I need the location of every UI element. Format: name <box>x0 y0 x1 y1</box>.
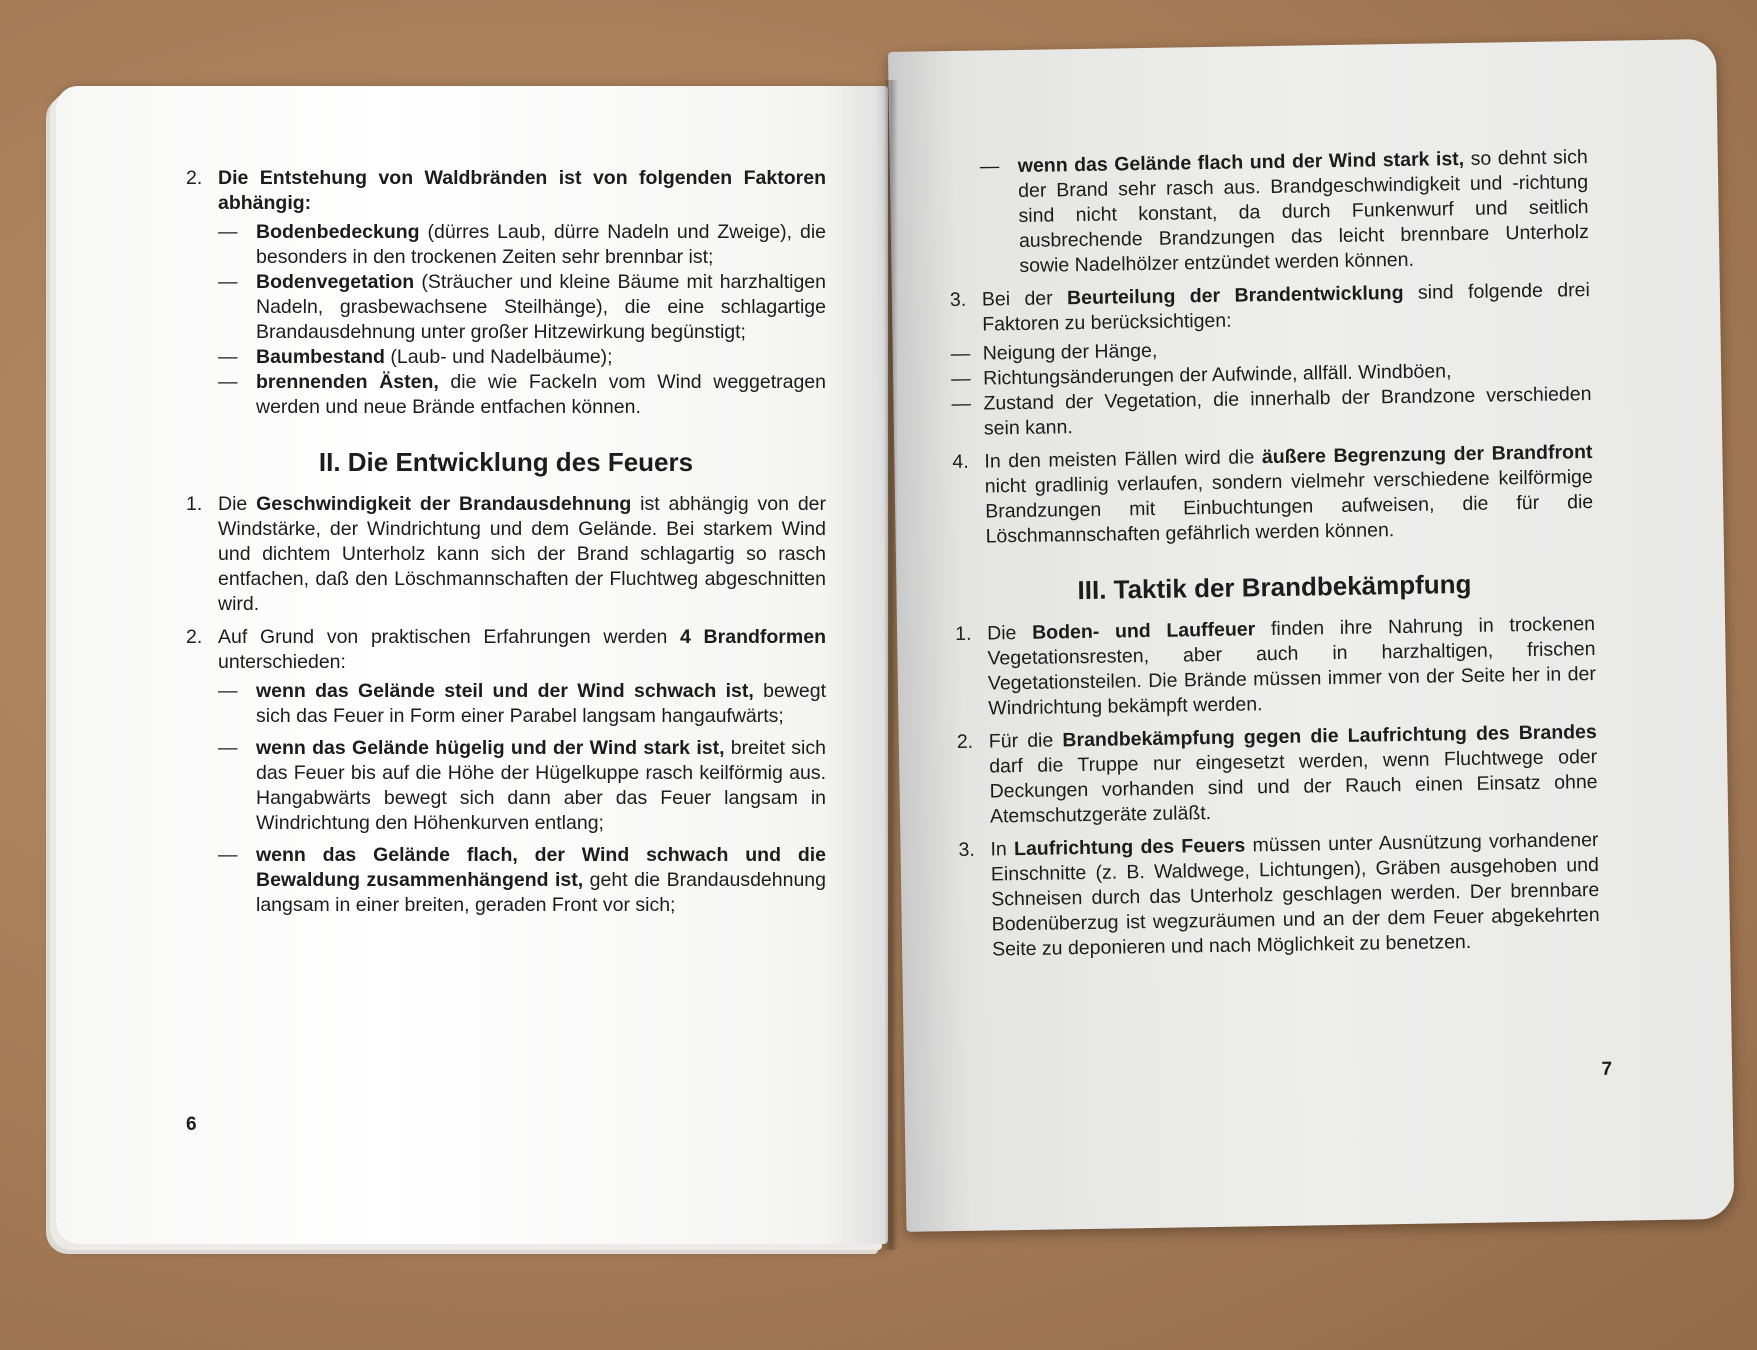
dash-item: — wenn das Gelände steil und der Wind schwach ist, bewegt sich das Feuer in Form einer Parabel langsam hangaufwärts; <box>218 680 826 727</box>
item-number: 4. <box>952 450 969 474</box>
dash-list <box>951 332 1592 442</box>
book-gutter <box>884 80 898 1250</box>
item-number: 3. <box>958 838 975 861</box>
page-number: 7 <box>1601 1058 1613 1080</box>
list-item: 3. Bei der Beurteilung der Brandentwicklung sind folgende drei Faktoren zu berücksichtigen: — Neigung der Hänge, — Richtungsänderungen der Aufwinde, allfäll. Windböen, — Zustand der Vegetation, die innerhalb der Brandzone verschieden sein kann. <box>950 278 1592 442</box>
dash-item: — Bodenvegetation (Sträucher und kleine Bäume mit harzhaltigen Nadeln, grasbewachsene Steilhänge), die eine schlagartige Brandausdehnung unter großer Hitzewirkung begünstigt; <box>218 271 826 343</box>
item-number: 1. <box>954 622 972 646</box>
left-page <box>56 86 888 1244</box>
item-number: 2. <box>956 730 974 754</box>
dash-item: — Bodenbedeckung (dürres Laub, dürre Nadeln und Zweige), die besonders in den trockenen Zeiten sehr brennbar ist; <box>218 221 826 268</box>
dash-item: — wenn das Gelände flach, der Wind schwach und die Bewaldung zusammenhängend ist, geht die Brandausdehnung langsam in einer breiten, geraden Front vor sich; <box>218 844 827 916</box>
item-number: 1. <box>186 493 203 515</box>
item-number: 2. <box>186 626 203 648</box>
dash-item: — Neigung der Hänge, <box>950 339 1158 366</box>
list-item: 2. Auf Grund von praktischen Erfahrungen werden 4 Brandformen unterschieden: — wenn das Gelände steil und der Wind schwach ist, bewegt sich das Feuer in Form einer Parabel langsam hangaufwärts; — wenn das Gelände hügelig und der Wind stark ist, breitet sich das Feuer bis auf die Höhe der Hügelkuppe rasch keilförmig aus. Hangabwärts bewegt sich dann aber das Feuer langsam in Windrichtung den Höhenkurven entlang; — wenn das Gelände flach, der Wind schwach und die Bewaldung zusammenhängend ist, geht die Brandausdehnung langsam in einer breiten, geraden Front vor sich; <box>186 625 826 925</box>
dash-item: — brennenden Ästen, die wie Fackeln vom Wind weggetragen werden und neue Brände entfachen können. <box>218 371 826 418</box>
item-number: 3. <box>949 288 967 312</box>
list-item: 4. In den meisten Fällen wird die äußere Begrenzung der Brandfront nicht gradlinig verlaufen, sondern vielmehr verschiedene keilförmige Brandzungen mit Einbuchtungen aufweisen, die für die Löschmannschaften gefährlich werden können. <box>952 440 1593 550</box>
item-bold-text: Die Entstehung von Waldbränden ist von folgenden Faktoren abhängig: <box>218 167 826 214</box>
page-number: 6 <box>186 1114 197 1135</box>
list-item: 2. Für die Brandbekämpfung gegen die Laufrichtung des Brandes darf die Truppe nur eingesetzt werden, wenn Fluchtwege oder Deckungen vorhanden sind und der Rauch einen Einsatz ohne Atemschutzgeräte zuläßt. <box>957 720 1598 830</box>
left-page-content <box>186 166 826 933</box>
list-item: 3. In Laufrichtung des Feuers müssen unter Ausnützung vorhandener Einschnitte (z. B. Waldwege, Lichtungen), Gräben ausgehoben und Schneisen durch das Unterholz geschlagen werden. Der brennbare Bodenüberzug ist wegzuräumen und an der dem Feuer abgekehrten Seite zu deponieren und nach Möglichkeit zu benetzen. <box>958 828 1600 963</box>
right-page <box>888 39 1734 1232</box>
section-heading: II. Die Entwicklung des Feuers <box>318 447 694 477</box>
list-item: 1. Die Geschwindigkeit der Brandausdehnung ist abhängig von der Windstärke, der Windrichtung und dem Gelände. Bei starkem Wind und dichtem Unterholz kann sich der Brand schlagartig so rasch entfachen, daß den Löschmannschaften der Fluchtweg abgeschnitten wird. <box>186 493 826 615</box>
section-heading: III. Taktik der Brandbekämpfung <box>1077 568 1472 606</box>
dash-item: — wenn das Gelände hügelig und der Wind stark ist, breitet sich das Feuer bis auf die Höhe der Hügelkuppe rasch keilförmig aus. Hangabwärts bewegt sich dann aber das Feuer langsam in Windrichtung den Höhenkurven entlang; <box>218 737 826 834</box>
list-item: 1. Die Boden- und Lauffeuer finden ihre Nahrung in trockenen Vegetationsresten, aber auch in harzhaltigen, frischen Vegetationsteilen. Die Brände müssen immer von der Seite her in der Windrichtung bekämpft werden. <box>955 612 1596 722</box>
dash-item: — Baumbestand (Laub- und Nadelbäume); <box>218 346 613 368</box>
dash-item: — Richtungsänderungen der Aufwinde, allfäll. Windböen, <box>950 360 1452 391</box>
dash-list <box>218 679 826 918</box>
dash-list <box>218 220 826 420</box>
dash-item: — Zustand der Vegetation, die innerhalb der Brandzone verschieden sein kann. <box>951 382 1592 440</box>
dash-item: — wenn das Gelände flach und der Wind stark ist, so dehnt sich der Brand sehr rasch aus. Brandgeschwindigkeit und -richtung sind nicht konstant, da durch Funkenwurf und seitlich ausbrechende Brandzungen das leicht brennbare Unterholz sowie Nadelhölzer entzündet werden können. <box>979 146 1590 277</box>
list-item <box>186 166 826 420</box>
right-page-content <box>948 145 1601 971</box>
item-number: 2. <box>186 167 203 189</box>
